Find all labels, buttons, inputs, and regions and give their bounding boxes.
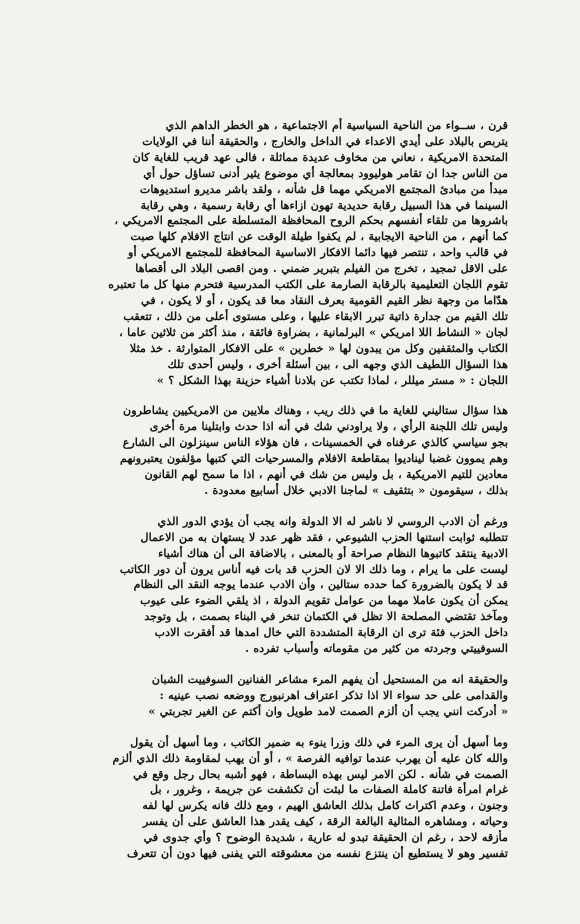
text-line: وليس تلك اللجنة الرأي ، ولا يراودني شك في أنه اذا حدث وابتلينا مرة أخرى [149,419,508,434]
text-line: هدّاما من وجهة نظر القيم القومية بعرف النقاد معا قد يكون ، أو لا يكون ، في [141,292,508,307]
text-line: بجو سياسي كالذي عرفناه في الخمسينات ، فان هؤلاء الناس سينزلون الى الشارع [122,435,508,450]
text-line: لجان « النشاط اللا امريكي » البرلمانية ، بضراوة فائقة ، منذ أكثر من ثلاثين عاما ، [119,324,508,339]
text-line: قد لا يكون بالضرورة كما حدده ستالين ، وأن الادب عندما يوجه النقد الى النظام [133,577,508,592]
text-line: المتحدة الامريكية ، نعاني من مخاوف عديدة مماثلة ، فالى عهد قريب للغاية كان [132,149,508,164]
paragraph-3 [76,514,508,657]
text-line: ومآخذ تقتضي المصلحة الا تظل في الكتمان تنخر في البناء بصمت ، بل وتوجد [144,609,508,624]
text-line: يمكن أن يكون عاملا مهما من عوامل تقويم الدولة ، اذ يلقي الضوء على عيوب [140,593,508,608]
text-line: هذا السؤال اللطيف الذي وجهه الى ، بين أسئلة أخرى ، وليس أحدى تلك [167,356,508,371]
text-line: وحياته ، ومشاهره المثالية البالغة الرقة ، كيف يقدر هذا العاشق على أن يفسر [142,814,508,829]
text-line: معادين للتيم الامريكية ، بل وليس من شك في أنهم ، اذا ما سمح لهم القانون [144,467,508,482]
text-line: يتربص بالبلاد على أيدي الاعداء في الداخل والخارج ، والحقيقة أننا في الولايات [142,133,508,148]
text-line: ليست على ما يرام ، وما ذلك الا لان الحزب قد بات فيه أناس يرون أن دور الكاتب [119,561,508,576]
text-line: الصمت في شأنه . لكن الامر ليس بهذه البساطة ، فهو أشبه بحال رجل وقع في [133,766,508,781]
text-line: كما أنهم ، من الناحية الايجابية ، لم يكفوا طيلة الوقت عن انتاج الافلام كلها صبت [130,229,508,244]
text-line: مبدأ من مبادئ المجتمع الامريكي مهما قل شأنه ، ولقد باشر مديرو استديوهات [139,181,508,196]
text-line: وجنون ، وعدم اكتراث كامل بذلك العاشق الهيم ، ومع ذلك فانه يكرس لها لفه [142,798,508,813]
text-line: والحقيقة انه من المستحيل أن يفهم المرء مشاعر الفنانين السوفييت الشبان [151,672,508,686]
paragraph-5 [76,735,508,862]
text-line: غرام امرأة فاتنة كاملة الصفات ما لبثت أن تكشفت عن جريمة ، وغرور ، بل [149,782,508,797]
text-line: والقدامى على حد سواء الا اذا تذكر اعتراف اهرنبورج ووضعه نصب عينيه : [159,687,508,702]
text-line: السينما في هذا السبيل رقابة حديدية تهون ازاءها أي رقابة رسمية ، وهي رقابة [140,197,508,212]
text-line: والله كان عليه أن يهرب عندما توافيه الفرصة » ، أو أن يهب لمقاومة ذلك الذي ألزم [112,750,508,765]
text-line: مأزقه لاحد ، رغم ان الحقيقة تبدو له عارية ، شديدة الوضوح ؟ وأي جدوى في [143,830,508,845]
text-line: تلك القيم من جدارة ذاتية تبرر الابقاء عليها ، وعلى مستوى أعلى من ذلك ، تتعقب [123,308,508,323]
text-line: الكتاب والمثقفين وكل من يبدون لها « خطرين » على الافكار المتوارثة . خذ مثلا [129,340,508,355]
text-line: وهم يموون غضبا ليناديوا بمقاطعة الافلام والمسرحيات التي كتبها مؤلفون يعتبرونهم [120,451,508,466]
text-line: تقوم اللجان التعليمية بالرقابة الصارمة على الكتب المدرسية فتحرم منها كل ما تعتبره [108,277,508,292]
text-line: ورغم أن الادب الروسي لا ناشر له الا الدولة وانه يجب أن يؤدي الدور الذي [157,513,508,528]
text-line: السوفييتي وجردته من كثير من مقوماته وأسباب تفرده . [245,641,508,656]
text-line: باشروها من تلقاء أنفسهم بحكم الروح المحافظة المتسلطة على المجتمع الامريكي ، [114,213,508,228]
paragraph-2 [76,403,508,498]
text-line: من الناس جدا ان تقامر هوليوود بمعالجة أي موضوع يثير أدنى تساؤل حول أي [143,165,508,180]
text-line: الادبية ينتقد كاتبوها النظام صراحة أو بالمعنى ، بالاضافة الى أن هناك أشياء [158,545,508,560]
quote-line: « أدركت انني يجب أن ألزم الصمت لامد طويل وان أكتم عن الغير تجربتي » [148,703,508,718]
text-line: هذا سؤال ستاليني للغاية ما في ذلك ريب ، وهناك ملايين من الامريكيين يشاطرون [123,403,508,418]
text-line: في قالب واحد ، تنتصر فيها دائما الافكار الاساسية المحافظة للمجتمع الامريكي أو [128,245,508,260]
text-line: على الاقل تمجيد ، تخرج من الفيلم بتبرير ضمني . ومن اقصى البلاد الى أقصاها [135,261,508,276]
text-line: قرن ، ســواء من الناحية السياسية أم الاجتماعية ، هو الخطر الداهم الذي [165,118,508,132]
text-line: تتطلبه ثوابت استنها الحزب الشيوعي ، فقد ظهر عدد لا يستهان به من الاعمال [140,529,508,544]
text-line: داخل الحزب فئة ترى ان الرقابة المتشددة التي خال امدها قد أفقرت الادب [154,625,508,640]
text-line: تفسير وهو لا يستطيع أن ينتزع نفسه من معشوقته التي يفنى فيها دون أن تتعرف [126,846,508,861]
text-line: بذلك ، سيقومون « بتثقيف » لماجنا الادبي خلال أسابيع معدودة . [204,482,508,497]
text-line: وما أسهل أن يرى المرء في ذلك وزرا ينوء به ضمير الكاتب ، وما أسهل أن يقول [130,734,508,749]
paragraph-4 [76,672,508,720]
text-line: اللجان : « مستر ميللر ، لماذا تكتب عن بلادنا أشياء حزينة بهذا الشكل ؟ » [156,372,508,387]
paragraph-1 [76,118,508,388]
